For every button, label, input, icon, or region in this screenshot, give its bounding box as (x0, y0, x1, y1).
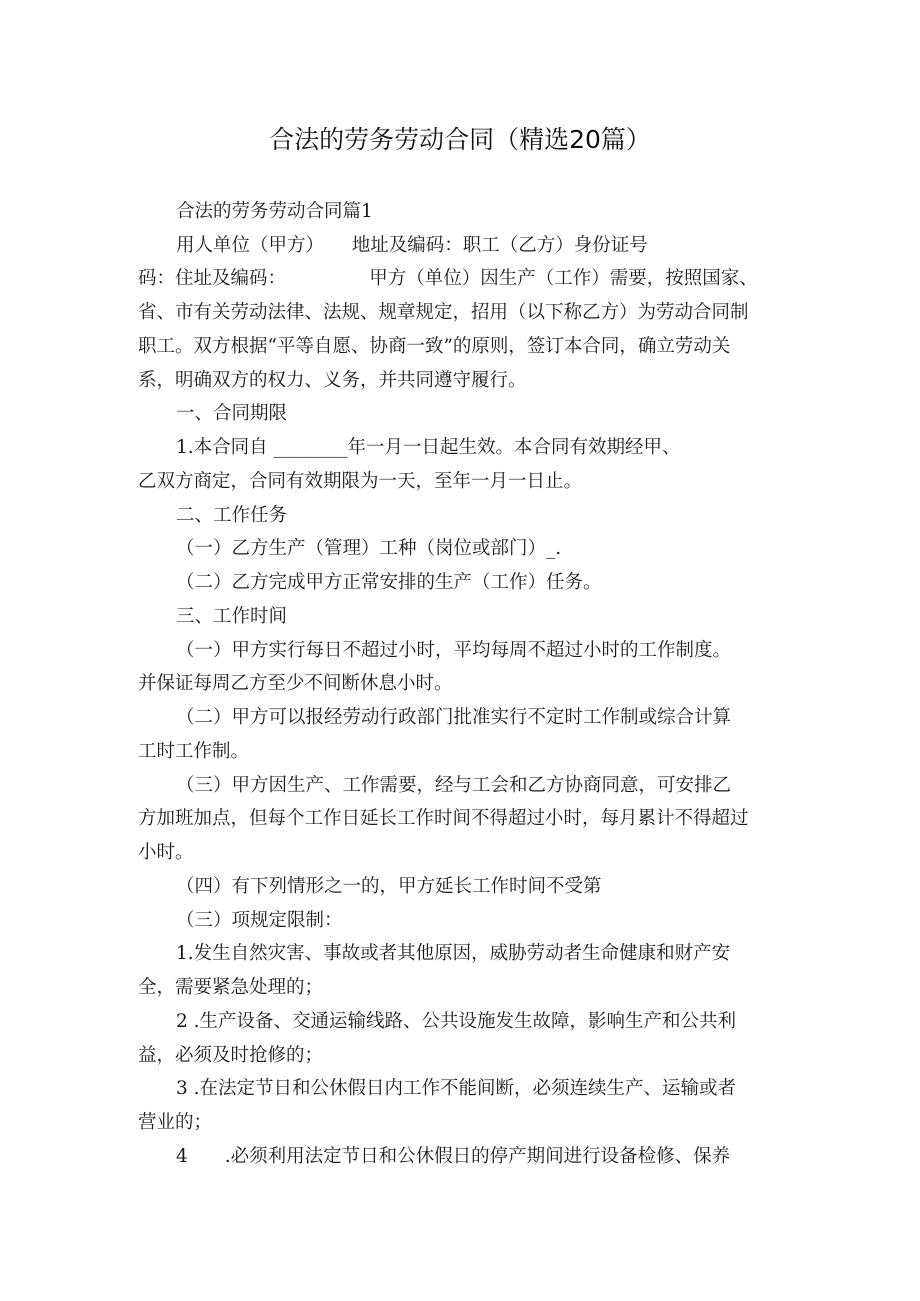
paragraph-line: （三）项规定限制： (176, 910, 343, 931)
paragraph-line: 乙双方商定，合同有效期限为一天，至年一月一日止。 (138, 471, 583, 492)
section-heading: 合法的劳务劳动合同篇1 (176, 201, 373, 222)
paragraph-line: 1.发生自然灾害、事故或者其他原因，威胁劳动者生命健康和财产安 (176, 943, 731, 964)
paragraph-line: 系，明确双方的权力、义务，并共同遵守履行。 (138, 370, 527, 391)
section-heading: 一、合同期限 (176, 403, 288, 424)
paragraph-line: 省、市有关劳动法律、法规、规章规定，招用（以下称乙方）为劳动合同制 (138, 302, 749, 323)
paragraph-line: 营业的； (138, 1112, 213, 1133)
paragraph-line: （四）有下列情形之一的，甲方延长工作时间不受第 (176, 876, 602, 897)
paragraph-line: （二）甲方可以报经劳动行政部门批准实行不定时工作制或综合计算 (176, 707, 732, 728)
paragraph-line: （三）甲方因生产、工作需要，经与工会和乙方协商同意，可安排乙 (176, 775, 732, 796)
paragraph-line: 益，必须及时抢修的； (138, 1045, 324, 1066)
paragraph-line: （一）乙方生产（管理）工种（岗位或部门）_. (176, 538, 562, 559)
section-heading: 三、工作时间 (176, 606, 288, 627)
paragraph-line: 全，需要紧急处理的； (138, 977, 324, 998)
paragraph-line: 4 .必须利用法定节日和公休假日的停产期间进行设备检修、保养 (176, 1146, 731, 1167)
paragraph-line: （一）甲方实行每日不超过小时，平均每周不超过小时的工作制度。 (176, 640, 732, 661)
paragraph-line: 职工。双方根据“平等自愿、协商一致”的原则，签订本合同，确立劳动关 (138, 336, 731, 357)
document-title: 合法的劳务劳动合同（精选20篇） (269, 125, 651, 154)
paragraph-line: 码：住址及编码： 甲方（单位）因生产（工作）需要，按照国家、 (138, 268, 758, 289)
paragraph-line: 小时。 (138, 842, 194, 863)
paragraph-line: 用人单位（甲方） 地址及编码：职工（乙方）身份证号 (176, 235, 648, 256)
paragraph-line: 2 .生产设备、交通运输线路、公共设施发生故障，影响生产和公共利 (176, 1011, 737, 1032)
paragraph-line: 方加班加点，但每个工作日延长工作时间不得超过小时，每月累计不得超过 (138, 808, 749, 829)
paragraph-line: （二）乙方完成甲方正常安排的生产（工作）任务。 (176, 572, 602, 593)
paragraph-line: 3 .在法定节日和公休假日内工作不能间断，必须连续生产、运输或者 (176, 1078, 737, 1099)
paragraph-line: 并保证每周乙方至少不间断休息小时。 (138, 673, 453, 694)
section-heading: 二、工作任务 (176, 505, 288, 526)
paragraph-line: 1.本合同自 ________年一月一日起生效。本合同有效期经甲、 (176, 437, 681, 458)
paragraph-line: 工时工作制。 (138, 741, 250, 762)
